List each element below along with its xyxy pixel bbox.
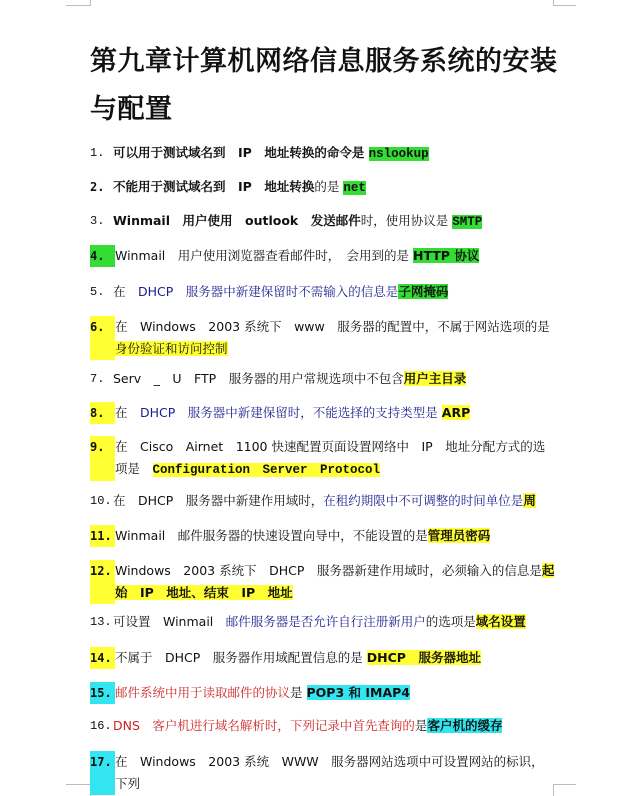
question-segment: 是 — [414, 718, 428, 733]
question-segment: 是 — [290, 685, 307, 700]
answer-highlight: 子网掩码 — [398, 284, 449, 299]
crop-mark-top-left — [66, 0, 91, 6]
crop-mark-top-right — [553, 0, 576, 6]
list-item — [90, 751, 556, 795]
crop-mark-bottom-left — [66, 784, 91, 796]
item-number: 16. — [90, 719, 112, 733]
item-number: 3. — [90, 214, 105, 228]
answer-highlight: 客户机的缓存 — [427, 718, 503, 733]
question-segment: 在 Windows 2003 系统下 www 服务器的配置中，不属于网站选项的是 — [115, 319, 550, 334]
question-segment: 在 Windows 2003 系统 WWW 服务器网站选项中可设置网站的标识，下列 — [115, 754, 544, 791]
item-text — [115, 402, 556, 424]
item-number: 4. — [90, 245, 115, 267]
list-item — [90, 436, 556, 481]
item-text — [115, 560, 556, 604]
answer-highlight: nslookup — [368, 147, 429, 161]
item-number: 17. — [90, 751, 115, 795]
list-item — [90, 402, 556, 424]
question-segment: 的是 — [314, 179, 344, 194]
question-segment: Winmail 邮件服务器的快速设置向导中，不能设置的是 — [115, 528, 428, 543]
question-segment: DHCP 服务器中新建保留时不需输入的信息是 — [138, 284, 399, 299]
item-text — [115, 245, 556, 267]
answer-highlight: 域名设置 — [475, 614, 526, 629]
item-text — [115, 647, 556, 669]
answer-highlight: ARP — [441, 405, 471, 420]
list-item — [90, 560, 556, 604]
item-number: 12. — [90, 560, 115, 604]
answer-highlight: 用户主目录 — [403, 371, 467, 386]
question-segment: 的选项是 — [425, 614, 476, 629]
item-text — [113, 611, 556, 633]
answer-highlight: 管理员密码 — [427, 528, 491, 543]
list-item — [90, 176, 556, 199]
list-item — [90, 210, 556, 233]
question-segment: DHCP 服务器中新建保留时，不能选择的支持类型是 — [140, 405, 442, 420]
list-item — [90, 682, 556, 704]
item-text — [113, 490, 556, 512]
crop-mark-bottom-right — [553, 784, 576, 796]
item-number: 9. — [90, 436, 115, 481]
question-segment: Windows 2003 系统下 DHCP 服务器新建作用域时，必须输入的信息是 — [115, 563, 542, 578]
question-segment: 邮件服务器是否允许自行注册新用户 — [225, 614, 426, 629]
item-number: 5. — [90, 285, 105, 299]
item-number: 10. — [90, 494, 112, 508]
item-text — [113, 281, 556, 303]
page-title: 第九章计算机网络信息服务系统的安装与配置 — [90, 46, 558, 125]
question-segment: 在 — [113, 284, 139, 299]
answer-highlight: HTTP 协议 — [413, 248, 480, 263]
list-item — [90, 368, 556, 390]
question-segment: Serv _ U FTP 服务器的用户常规选项中不包含 — [113, 371, 404, 386]
question-segment: 在 — [115, 405, 141, 420]
item-text — [113, 715, 556, 737]
question-segment: DNS 客户机进行域名解析时，下列记录中首先查询的 — [113, 718, 415, 733]
item-text — [115, 751, 556, 795]
answer-highlight: 起始 IP 地址、结束 IP 地址 — [115, 563, 555, 600]
answer-highlight: Configuration Server Protocol — [152, 463, 381, 477]
item-number: 13. — [90, 615, 112, 629]
answer-highlight: SMTP — [452, 215, 483, 229]
list-item — [90, 715, 556, 737]
item-text — [113, 142, 556, 165]
question-segment: Winmail 用户使用 outlook 发送邮件 — [113, 213, 361, 228]
item-text — [115, 682, 556, 704]
list-item — [90, 142, 556, 165]
list-item — [90, 490, 556, 512]
question-segment: 在租约期限中不可调整的时间单位是 — [323, 493, 524, 508]
item-text — [113, 368, 556, 390]
question-segment: 可以用于测试域名到 IP 地址转换的命令是 — [113, 145, 369, 160]
question-segment: Winmail 用户使用浏览器查看邮件时， 会用到的是 — [115, 248, 413, 263]
list-item — [90, 647, 556, 669]
item-number: 6. — [90, 316, 115, 360]
item-number: 11. — [90, 525, 115, 547]
item-number: 8. — [90, 402, 115, 424]
question-segment: 不属于 DHCP 服务器作用域配置信息的是 — [115, 650, 367, 665]
item-number: 14. — [90, 647, 115, 669]
answer-highlight: DHCP 服务器地址 — [366, 650, 481, 665]
item-text — [115, 436, 556, 481]
list-item — [90, 245, 556, 267]
answer-highlight: POP3 和 IMAP4 — [306, 685, 410, 700]
answer-highlight: 周 — [523, 493, 536, 508]
question-segment: 时，使用协议是 — [360, 213, 453, 228]
item-text — [115, 316, 556, 360]
answer-highlight: net — [343, 181, 366, 195]
item-number: 1. — [90, 146, 105, 160]
question-segment: 在 Cisco Airnet 1100 快速配置页面设置网络中 IP 地址分配方式的选项是 — [115, 439, 546, 476]
list-item — [90, 611, 556, 633]
question-segment: 不能用于测试域名到 IP 地址转换 — [113, 179, 315, 194]
list-item — [90, 281, 556, 303]
answer-highlight: 身份验证和访问控制 — [115, 341, 228, 356]
question-segment: 可设置 Winmail — [113, 614, 226, 629]
question-segment: 在 DHCP 服务器中新建作用域时， — [113, 493, 324, 508]
item-number: 15. — [90, 682, 115, 704]
question-segment: 邮件系统中用于读取邮件的协议 — [115, 685, 291, 700]
item-number: 2. — [90, 180, 105, 194]
list-item — [90, 316, 556, 360]
list-item — [90, 525, 556, 547]
item-text — [115, 525, 556, 547]
item-number: 7. — [90, 372, 105, 386]
item-text — [113, 176, 556, 199]
item-text — [113, 210, 556, 233]
